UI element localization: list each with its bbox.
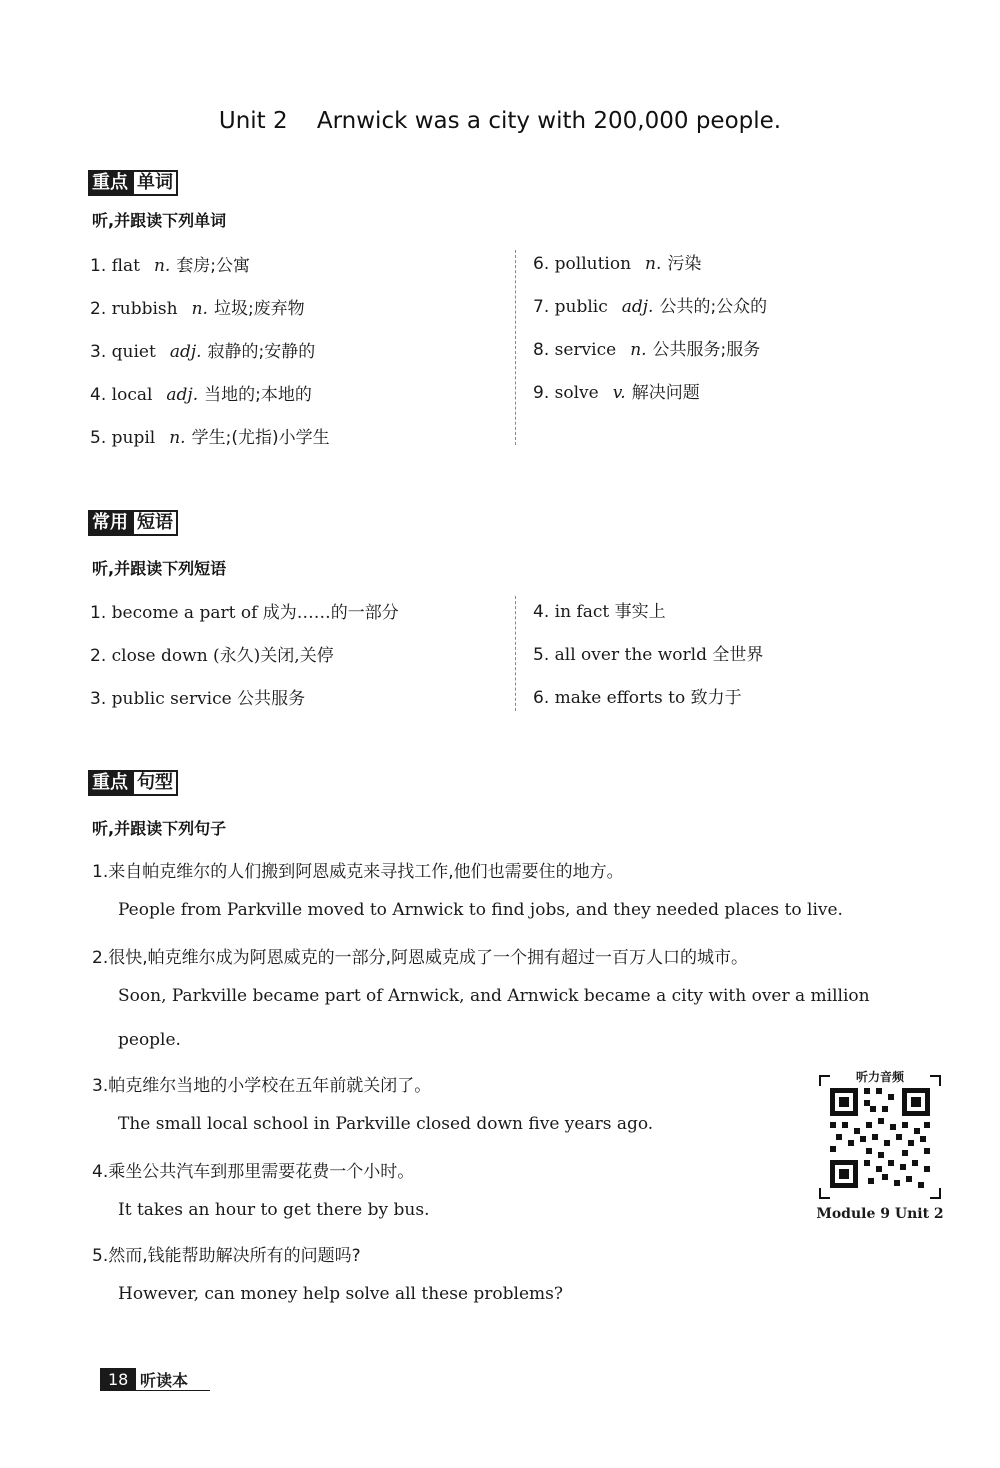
word-item: 4. local adj. 当地的;本地的 — [90, 385, 312, 405]
book-name: 听读本 — [140, 1371, 189, 1390]
qr-label: Module 9 Unit 2 — [816, 1206, 944, 1222]
sentence-en: However, can money help solve all these problems? — [118, 1284, 564, 1304]
sentences-instruction: 听,并跟读下列句子 — [92, 819, 227, 838]
badge-light: 句型 — [132, 770, 178, 796]
word-item: 5. pupil n. 学生;(尤指)小学生 — [90, 428, 330, 448]
sentence-cn: 4.乘坐公共汽车到那里需要花费一个小时。 — [92, 1162, 415, 1182]
phrase-item: 4. in fact 事实上 — [533, 602, 666, 622]
word-item: 7. public adj. 公共的;公众的 — [533, 297, 768, 317]
sentence-en: The small local school in Parkville closed down five years ago. — [118, 1114, 654, 1134]
badge-dark: 重点 — [88, 770, 132, 796]
qr-heading: 听力音频 — [830, 1068, 930, 1085]
column-divider — [515, 596, 516, 711]
sentence-en: It takes an hour to get there by bus. — [118, 1200, 430, 1220]
page-number: 18 — [100, 1368, 136, 1391]
sentence-en: Soon, Parkville became part of Arnwick, and Arnwick became a city with over a million — [118, 986, 870, 1006]
badge-dark: 常用 — [88, 510, 132, 536]
word-item: 6. pollution n. 污染 — [533, 254, 702, 274]
phrase-item: 6. make efforts to 致力于 — [533, 688, 742, 708]
sentence-cn: 1.来自帕克维尔的人们搬到阿恩威克来寻找工作,他们也需要住的地方。 — [92, 862, 624, 882]
qr-code-icon[interactable] — [818, 1074, 942, 1200]
phrase-item: 2. close down (永久)关闭,关停 — [90, 646, 334, 666]
unit-title: Unit 2 Arnwick was a city with 200,000 people. — [218, 108, 782, 134]
sentences-section-badge — [88, 770, 178, 796]
word-item: 9. solve v. 解决问题 — [533, 383, 700, 403]
phrase-item: 1. become a part of 成为……的一部分 — [90, 603, 399, 623]
word-item: 2. rubbish n. 垃圾;废弃物 — [90, 299, 305, 319]
sentence-en: People from Parkville moved to Arnwick to find jobs, and they needed places to live. — [118, 900, 843, 920]
sentence-en: people. — [118, 1030, 181, 1050]
words-section-badge — [88, 170, 178, 196]
footer-rule — [100, 1390, 210, 1391]
word-item: 3. quiet adj. 寂静的;安静的 — [90, 342, 316, 362]
sentence-cn: 2.很快,帕克维尔成为阿恩威克的一部分,阿恩威克成了一个拥有超过一百万人口的城市。 — [92, 948, 749, 968]
words-instruction: 听,并跟读下列单词 — [92, 211, 227, 230]
sentence-cn: 3.帕克维尔当地的小学校在五年前就关闭了。 — [92, 1076, 432, 1096]
badge-light: 单词 — [132, 170, 178, 196]
word-item: 1. flat n. 套房;公寓 — [90, 256, 251, 276]
phrases-instruction: 听,并跟读下列短语 — [92, 559, 227, 578]
column-divider — [515, 250, 516, 445]
phrase-item: 3. public service 公共服务 — [90, 689, 306, 709]
badge-dark: 重点 — [88, 170, 132, 196]
phrases-section-badge — [88, 510, 178, 536]
word-item: 8. service n. 公共服务;服务 — [533, 340, 761, 360]
badge-light: 短语 — [132, 510, 178, 536]
phrase-item: 5. all over the world 全世界 — [533, 645, 764, 665]
sentence-cn: 5.然而,钱能帮助解决所有的问题吗? — [92, 1246, 361, 1266]
